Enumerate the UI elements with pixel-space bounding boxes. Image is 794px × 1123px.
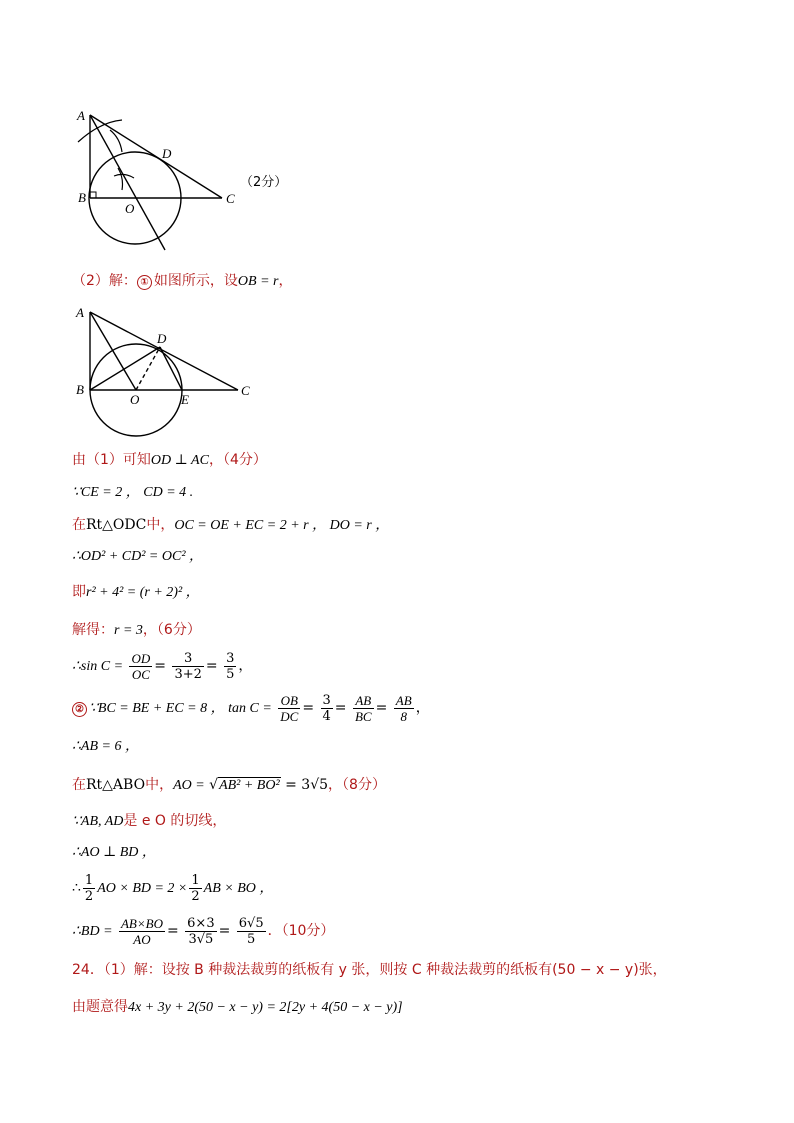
line-10-val: = 3√5	[285, 777, 329, 793]
line-10-pre: 在	[72, 777, 86, 793]
line-7: ∴sin C = $\frac{OD}{OC}$ = $\frac{3}{3+2}$ = $\frac{3}{5}$ ，	[72, 650, 253, 682]
label-c-2: C	[241, 383, 250, 398]
right-angle-mark	[90, 192, 96, 198]
label-c: C	[226, 191, 235, 206]
fraction-num: AB	[353, 693, 374, 709]
line-13-pre: ∴	[72, 880, 81, 896]
label-d: D	[162, 146, 172, 161]
construction-cross	[114, 168, 134, 190]
segment-bd	[90, 347, 160, 390]
fraction	[237, 916, 266, 947]
line-8-math: ∵BC = BE + EC = 8 ， tan C =	[89, 701, 272, 716]
fraction	[224, 651, 236, 682]
fraction-den: 4	[322, 708, 331, 724]
line-11-text: 是 e O 的切线，	[123, 813, 227, 829]
fraction-num: 6×3	[187, 915, 215, 931]
line-9: ∴AB = 6 ，	[72, 739, 139, 754]
line-7-pre: ∴sin C =	[72, 659, 124, 674]
fraction-den: 2	[84, 888, 94, 904]
fraction	[189, 873, 201, 904]
line-14: ∴BD = $\frac{AB\times BO}{AO}$ = $\frac{6\times 3}{3√5}$ = $\frac{6√5}{5}$ ．（10分）	[72, 915, 335, 947]
part2-intro-math: OB = r	[237, 274, 279, 289]
circle-number-2: ②	[72, 702, 87, 717]
line-5-pre: 即	[72, 584, 86, 600]
circle-number-1: ①	[137, 275, 152, 290]
fraction	[172, 651, 203, 682]
fraction-den: OC	[131, 666, 150, 682]
line-16	[72, 997, 403, 1018]
sqrt-content: AB² + BO²	[219, 778, 280, 793]
label-o: O	[125, 201, 135, 216]
fraction-num: OB	[278, 693, 300, 709]
line-6-post: ，（6分）	[142, 622, 201, 638]
fraction-num: 3	[172, 651, 203, 667]
line-1-math: OD ⊥ AC	[150, 453, 209, 468]
line-4: ∴OD² + CD² = OC² ，	[72, 549, 204, 564]
line-10-post: ，（8分）	[328, 777, 386, 793]
line-1	[72, 450, 267, 471]
label-b-2: B	[76, 382, 84, 397]
fraction	[278, 693, 300, 724]
line-6	[72, 620, 201, 641]
line-1-post: ，（4分）	[208, 452, 267, 468]
fraction-den: 3√5	[188, 931, 214, 947]
fraction-den: 2	[191, 888, 200, 904]
line-3-math: Rt△ODC	[86, 517, 147, 533]
line-15: 24．（1）解：设按 B 种裁法裁剪的纸板有 y 张，则按 C 种裁法裁剪的纸板有(50 − x − y)张，	[72, 962, 667, 978]
label-a: A	[77, 108, 85, 123]
figure-2-diagram	[70, 300, 270, 440]
line-3-math2: OC = OE + EC = 2 + r ， DO = r ，	[174, 518, 390, 533]
line-1-pre: 由（1）可知	[72, 452, 151, 468]
line-16-math: 4x + 3y + 2(50 − x − y) = 2[2y + 4(50 − x − y)]	[128, 1000, 403, 1015]
line-5-math: r² + 4² = (r + 2)² ，	[86, 585, 200, 600]
label-e-2: E	[181, 392, 189, 407]
fraction-num: AB	[395, 692, 412, 708]
fraction	[321, 693, 333, 724]
line-14-pre: ∴BD =	[72, 924, 113, 939]
fraction-num: 3	[322, 692, 331, 708]
part2-intro-text: 如图所示，设	[153, 273, 238, 289]
line-2: ∵CE = 2 ， CD = 4 .	[72, 485, 194, 500]
line-10: 在Rt△ABO中，AO = √AB² + BO² = 3√5，（8分）	[72, 777, 386, 793]
line-10-math2: AO =	[173, 778, 205, 793]
line-13	[72, 872, 273, 905]
line-6-math: r = 3	[114, 623, 143, 638]
part2-prefix: （2）解：	[72, 273, 137, 289]
line-11-math: ∵AB, AD	[72, 814, 124, 829]
label-d-2: D	[157, 331, 167, 346]
fraction-den: BC	[354, 708, 372, 724]
fraction	[353, 693, 374, 724]
line-16-pre: 由题意得	[72, 999, 128, 1015]
line-3-mid: 中，	[146, 517, 175, 533]
fraction-num: AB×BO	[120, 915, 163, 931]
line-3-pre: 在	[72, 517, 86, 533]
fraction	[83, 873, 95, 904]
figure-1-score: （2分）	[240, 175, 288, 190]
fraction-num: 1	[191, 872, 200, 888]
fraction-den: 5	[226, 666, 235, 682]
fraction-den: 3+2	[174, 666, 202, 682]
part2-intro-end: ，	[278, 273, 293, 289]
fraction	[394, 693, 414, 724]
line-13-post: AB × BO ，	[203, 881, 274, 896]
line-12: ∴AO ⊥ BD ，	[72, 845, 156, 860]
fraction-num: 6√5	[238, 915, 264, 931]
line-10-math: Rt△ABO	[86, 777, 146, 793]
label-o-2: O	[130, 392, 140, 407]
line-5	[72, 582, 200, 603]
line-6-pre: 解得：	[72, 622, 114, 638]
fraction	[129, 651, 152, 682]
part2-intro	[72, 271, 292, 292]
label-a-2: A	[76, 305, 84, 320]
fraction-den: AO	[133, 931, 151, 947]
fraction	[119, 916, 165, 947]
line-14-post: ．（10分）	[267, 923, 335, 939]
fraction	[185, 916, 216, 947]
fraction-den: DC	[280, 708, 299, 724]
line-11	[72, 811, 226, 832]
line-10-mid: 中，	[145, 777, 174, 793]
segment-od-dashed	[136, 347, 160, 390]
line-8: ② ∵BC = BE + EC = 8 ， tan C = $\frac{OB}{DC}$ = $\frac{3}{4}$ = $\frac{AB}{BC}$ = $\frac{AB}{8}$ ，	[72, 692, 430, 725]
fraction-den: 5	[247, 931, 256, 947]
fraction-num: 1	[84, 872, 94, 888]
label-b: B	[78, 190, 86, 205]
line-13-mid: AO × BD = 2 ×	[97, 881, 188, 896]
fraction-num: 3	[226, 650, 235, 666]
fraction-den: 8	[400, 708, 407, 724]
fraction-num: OD	[131, 650, 151, 666]
line-3	[72, 515, 389, 536]
